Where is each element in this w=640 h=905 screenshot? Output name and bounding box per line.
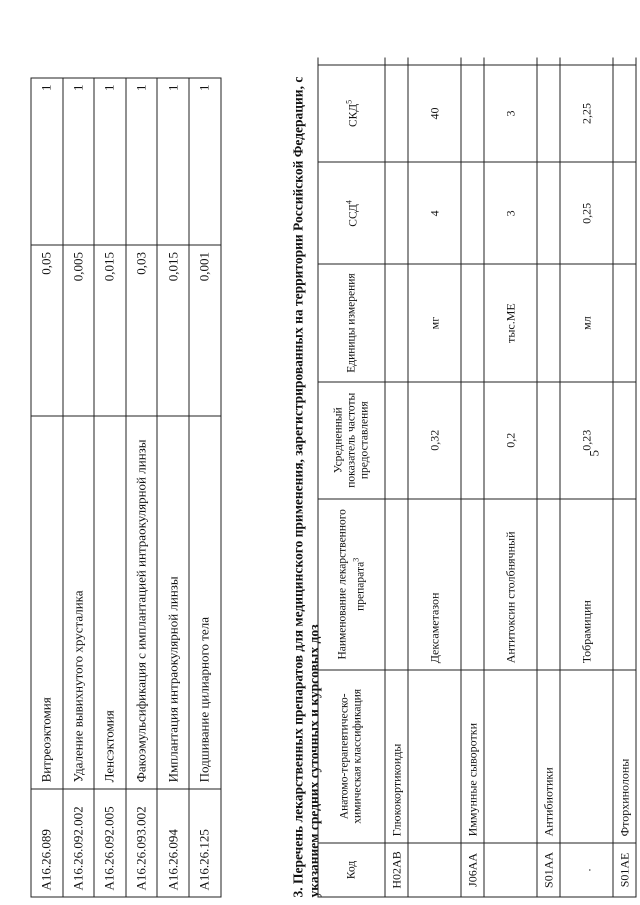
service-code: A16.26.093.002	[125, 789, 157, 897]
drug-course-dose: 40	[408, 65, 461, 163]
service-multiplicity: 1	[94, 78, 126, 246]
group-code: H02AB	[385, 843, 408, 897]
drug-mark: .	[560, 843, 613, 897]
drug-daily-dose: 0,25	[560, 162, 613, 264]
service-multiplicity: 1	[157, 78, 189, 246]
empty-cell	[613, 65, 636, 163]
empty-cell	[385, 499, 408, 670]
drug-mark	[484, 843, 537, 897]
empty-cell	[385, 382, 408, 499]
edge-cell	[484, 58, 537, 65]
empty-cell	[537, 162, 560, 264]
service-code: A16.26.089	[31, 789, 63, 897]
empty-cell	[461, 382, 484, 499]
header-daily-dose-footnote: 4	[344, 200, 354, 205]
drug-frequency: 0,23	[560, 382, 613, 499]
drug-mark	[408, 843, 461, 897]
drug-row	[560, 58, 613, 898]
header-drug-name-text: Наименование лекарственного препарата	[335, 509, 366, 660]
service-frequency: 0,015	[94, 246, 126, 417]
header-course-dose	[318, 65, 385, 163]
page-number: 5	[586, 450, 601, 457]
service-name: Факоэмульсификация с имплантацией интраокулярной линзы	[125, 416, 157, 788]
drug-frequency: 0,2	[484, 382, 537, 499]
edge-cell	[461, 58, 484, 65]
table-row	[94, 78, 126, 897]
group-code: S01AE	[613, 843, 636, 897]
group-row	[385, 58, 408, 898]
empty-cell	[484, 670, 537, 843]
header-course-dose-text: СКД	[346, 103, 359, 128]
drug-row	[484, 58, 537, 898]
drug-unit: мл	[560, 264, 613, 381]
drug-course-dose: 2,25	[560, 65, 613, 163]
empty-cell	[461, 499, 484, 670]
header-unit: Единицы измерения	[318, 264, 385, 381]
header-code: Код	[318, 843, 385, 897]
group-atc: Иммунные сыворотки	[461, 670, 484, 843]
service-name: Имплантация интраокулярной линзы	[157, 416, 189, 788]
service-frequency: 0,03	[125, 246, 157, 417]
empty-cell	[613, 264, 636, 381]
service-multiplicity: 1	[188, 78, 220, 246]
header-frequency: Усредненный показатель частоты предоставления	[318, 382, 385, 499]
header-atc: Анатомо-терапевтическо-химическая классификация	[318, 670, 385, 843]
drug-daily-dose: 4	[408, 162, 461, 264]
service-code: A16.26.092.005	[94, 789, 126, 897]
empty-cell	[461, 264, 484, 381]
edge-cell	[613, 58, 636, 65]
table-row	[188, 78, 220, 897]
edge-cell	[537, 58, 560, 65]
drug-name: Дексаметазон	[408, 499, 461, 670]
header-daily-dose	[318, 162, 385, 264]
edge-cell	[560, 58, 613, 65]
service-frequency: 0,015	[157, 246, 189, 417]
empty-cell	[461, 65, 484, 163]
group-code: J06AA	[461, 843, 484, 897]
group-atc: Фторхинолоны	[613, 670, 636, 843]
empty-cell	[385, 65, 408, 163]
empty-cell	[613, 499, 636, 670]
group-row	[461, 58, 484, 898]
service-name: Удаление вывихнутого хрусталика	[62, 416, 94, 788]
drug-unit: тыс.МЕ	[484, 264, 537, 381]
service-name: Подшивание цилиарного тела	[188, 416, 220, 788]
drugs-table	[317, 58, 636, 898]
empty-cell	[537, 65, 560, 163]
section-3-title: 3. Перечень лекарственных препаратов для медицинского применения, зарегистрированных на территории Российской Федерации, с указанием средних суточных и курсовых доз	[290, 76, 321, 898]
group-code: S01AA	[537, 843, 560, 897]
drug-unit: мг	[408, 264, 461, 381]
edge-cell	[318, 58, 385, 65]
edge-cell	[408, 58, 461, 65]
group-atc: Антибиотики	[537, 670, 560, 843]
drug-name: Тобрамицин	[560, 499, 613, 670]
service-name: Ленсэктомия	[94, 416, 126, 788]
service-multiplicity: 1	[62, 78, 94, 246]
empty-cell	[385, 162, 408, 264]
service-multiplicity: 1	[31, 78, 63, 246]
drug-daily-dose: 3	[484, 162, 537, 264]
empty-cell	[560, 670, 613, 843]
service-code: A16.26.092.002	[62, 789, 94, 897]
empty-cell	[537, 499, 560, 670]
edge-cell	[385, 58, 408, 65]
empty-cell	[537, 382, 560, 499]
services-table	[30, 78, 221, 898]
table-row	[31, 78, 63, 897]
drug-row	[408, 58, 461, 898]
empty-cell	[537, 264, 560, 381]
service-code: A16.26.125	[188, 789, 220, 897]
table-row	[125, 78, 157, 897]
header-daily-dose-text: ССД	[346, 204, 359, 227]
empty-cell	[385, 264, 408, 381]
empty-cell	[613, 162, 636, 264]
empty-cell	[408, 670, 461, 843]
service-code: A16.26.094	[157, 789, 189, 897]
empty-cell	[613, 382, 636, 499]
service-name: Витреоэктомия	[31, 416, 63, 788]
service-frequency: 0,05	[31, 246, 63, 417]
group-row	[537, 58, 560, 898]
service-frequency: 0,001	[188, 246, 220, 417]
header-drug-name	[318, 499, 385, 670]
empty-cell	[461, 162, 484, 264]
service-frequency: 0,005	[62, 246, 94, 417]
header-course-dose-footnote: 5	[344, 99, 354, 104]
table-row	[62, 78, 94, 897]
drug-course-dose: 3	[484, 65, 537, 163]
header-drug-name-footnote: 3	[350, 557, 360, 562]
group-atc: Глюкокортикоиды	[385, 670, 408, 843]
group-row	[613, 58, 636, 898]
service-multiplicity: 1	[125, 78, 157, 246]
table-row	[157, 78, 189, 897]
drug-name: Антитоксин столбнячный	[484, 499, 537, 670]
table-header-row	[318, 58, 385, 898]
drug-frequency: 0,32	[408, 382, 461, 499]
